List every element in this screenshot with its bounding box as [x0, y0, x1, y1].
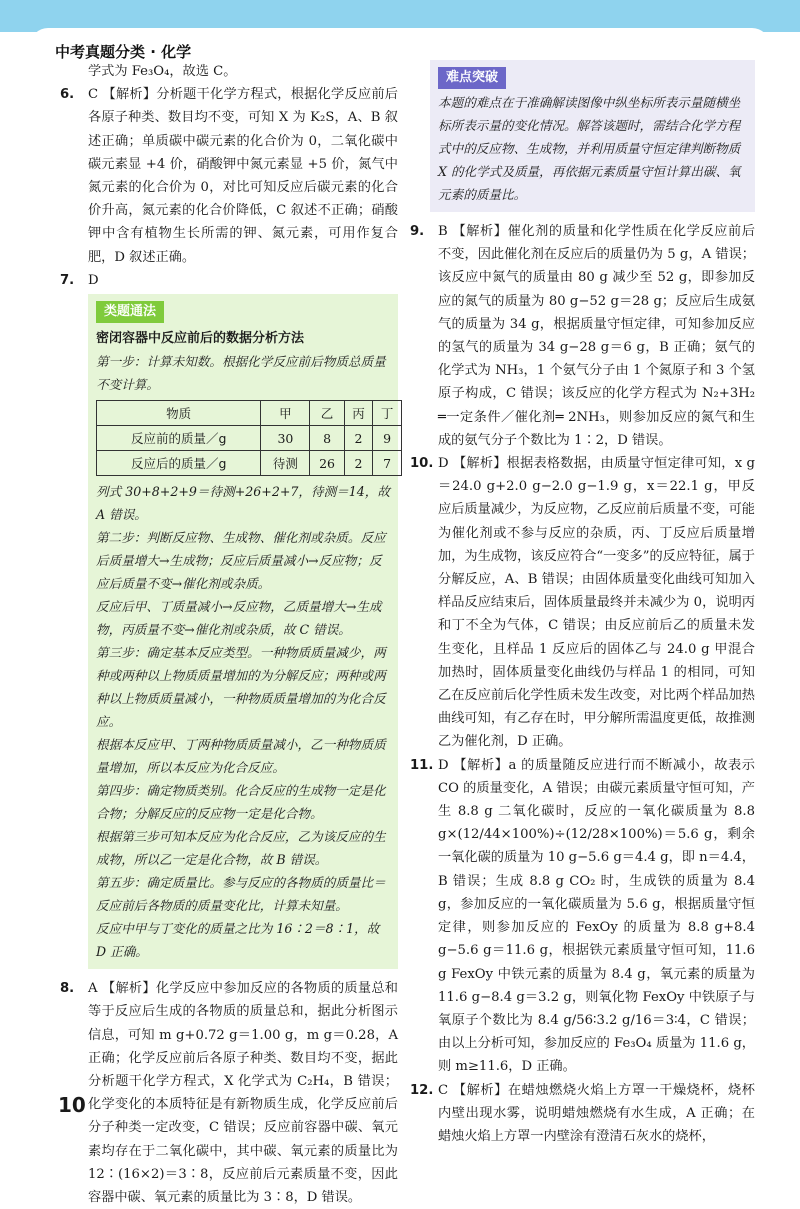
mass-table: [96, 400, 402, 476]
answer-q10: [410, 452, 755, 754]
difficulty-box: [430, 60, 755, 212]
answer-text: D 【解析】a 的质量随反应进行而不断减小，故表示 CO 的质量变化，A 错误；由碳元素质量守恒可知，产生 8.8 g 二氧化碳时，反应的一氧化碳质量为 8.8 g×(12/44×100%)÷(12/28×100%)＝5.6 g，剩余一氧化碳的质量为 10 g−5.6 g＝4.4 g，即 n＝4.4，B 错误；生成 8.8 g CO₂ 时，生成铁的质量为 8.4 g，参加反应的一氧化碳质量为 5.6 g，根据质量守恒定律，则参加反应的 FexOy 的质量为 8.8 g+8.4 g−5.6 g＝11.6 g，根据铁元素质量守恒可知，11.6 g FexOy 中铁元素的质量为 8.4 g，氧元素的质量为 11.6 g−8.4 g＝3.2 g，则氧化物 FexOy 中铁原子与氧原子个数比为 8.4 g/56∶3.2 g/16＝3∶4，C 错误；由以上分析可知，参加反应的 Fe₃O₄ 质量为 11.6 g，则 m≥11.6，D 正确。: [438, 757, 755, 1075]
method-step-3: 第三步：确定基本反应类型。一种物质质量减少，两种或两种以上物质质量增加的为分解反应；两种或两种以上物质质量减小，一种物质质量增加的为化合反应。: [96, 645, 386, 730]
method-step-4-answer: 根据第三步可知本反应为化合反应，乙为该反应的生成物，所以乙一定是化合物，故 B 错误。: [96, 829, 386, 868]
table-cell: 8: [310, 426, 344, 451]
table-cell: 反应后的质量／g: [97, 451, 261, 476]
answer-q12: [410, 1079, 755, 1149]
method-step-1-answer: 列式 30+8+2+9＝待测+26+2+7，待测＝14，故 A 错误。: [96, 484, 390, 523]
difficulty-text: 本题的难点在于准确解读图像中纵坐标所表示量随横坐标所表示量的变化情况。解答该题时，需结合化学方程式中的反应物、生成物，并利用质量守恒定律判断物质 X 的化学式及质量，再依据元素质量守恒计算出碳、氧元素的质量比。: [438, 95, 741, 202]
answer-text: D 【解析】根据表格数据，由质量守恒定律可知，x g＝24.0 g+2.0 g−2.0 g−1.9 g，x＝22.1 g，甲反应后质量减少，为反应物，乙反应前后质量不变，可能为催化剂或不参与反应的杂质，丙、丁反应后质量增加，为生成物，该反应符合“一变多”的反应特征，属于分解反应，A、B 错误；由固体质量变化曲线可知加入样品反应结束后，固体质量最终并未减少为 0，说明丙和丁不全为气体，C 错误；由反应前后乙的质量未发生变化，且样品 1 反应后的固体乙与 24.0 g 甲混合加热时，固体质量变化曲线仍与样品 1 的相同，可知乙在反应前后化学性质未发生改变，对比两个样品加热曲线可知，有乙存在时，甲分解所需温度更低，故推测乙为催化剂，D 正确。: [438, 456, 755, 750]
table-cell: 26: [310, 451, 344, 476]
left-column: [60, 60, 398, 1209]
table-cell: 7: [373, 451, 402, 476]
answer-text: A 【解析】化学反应中参加反应的各物质的质量总和等于反应后生成的各物质的质量总和，据此分析图示信息，可知 m g+0.72 g＝1.00 g，m g＝0.28，A 正确；化学反应前后各原子种类、数目均不变，据此分析题干化学方程式，X 化学式为 C₂H₄，B 错误；化学变化的本质特征是有新物质生成，化学反应前后分子种类一定改变，C 错误；反应前容器中碳、氧元素均存在于二氧化碳中，其中碳、氧元素的质量比为 12∶(16×2)＝3∶8，反应前后元素质量不变，因此容器中碳、氧元素的质量比为 3∶8，D 错误。: [88, 981, 398, 1206]
table-cell: 9: [373, 426, 402, 451]
method-step-5: 第五步：确定质量比。参与反应的各物质的质量比＝反应前后各物质的质量变化比，计算未知量。: [96, 875, 386, 914]
table-cell: 2: [344, 426, 373, 451]
table-header-row: [97, 401, 402, 426]
method-step-2: 第二步：判断反应物、生成物、催化剂或杂质。反应后质量增大→生成物；反应后质量减小→反应物；反应后质量不变→催化剂或杂质。: [96, 530, 386, 592]
question-number: 10.: [410, 456, 434, 472]
table-header-cell: 丁: [373, 401, 402, 426]
method-step-2-answer: 反应后甲、丁质量减小→反应物，乙质量增大→生成物，丙质量不变→催化剂或杂质，故 C 错误。: [96, 599, 382, 638]
page-header-title: 中考真题分类 · 化学: [55, 43, 192, 61]
method-step-4: 第四步：确定物质类别。化合反应的生成物一定是化合物；分解反应的反应物一定是化合物。: [96, 783, 386, 822]
difficulty-label: 难点突破: [438, 67, 506, 89]
answer-text: D: [88, 272, 99, 288]
answer-text: C 【解析】分析题干化学方程式，根据化学反应前后各原子种类、数目均不变，可知 X 为 K₂S，A、B 叙述正确；单质碳中碳元素的化合价为 0，二氧化碳中碳元素显 +4 价，硝酸钾中氮元素显 +5 价，氮气中氮元素的化合价为 0，对比可知反应后碳元素的化合价升高，氮元素的化合价降低，C 叙述不正确；硝酸钾中含有植物生长所需的钾、氮元素，可用作复合肥，D 叙述正确。: [88, 87, 398, 265]
question-number: 9.: [410, 224, 425, 239]
right-column: [410, 60, 755, 1148]
table-cell: 反应前的质量／g: [97, 426, 261, 451]
table-header-cell: 物质: [97, 401, 261, 426]
table-cell: 2: [344, 451, 373, 476]
question-number: 7.: [60, 272, 75, 288]
method-title: 密闭容器中反应前后的数据分析方法: [96, 331, 305, 347]
question-number: 6.: [60, 87, 75, 103]
question-number: 11.: [410, 757, 434, 773]
answer-text: C 【解析】在蜡烛燃烧火焰上方罩一干燥烧杯，烧杯内壁出现水雾，说明蜡烛燃烧有水生成，A 正确；在蜡烛火焰上方罩一内壁涂有澄清石灰水的烧杯，: [438, 1082, 755, 1144]
answer-q7: [60, 269, 398, 292]
table-header-cell: 甲: [261, 401, 310, 426]
question-number: 12.: [410, 1082, 434, 1098]
answer-q11: [410, 754, 755, 1079]
table-cell: 待测: [261, 451, 310, 476]
table-header-cell: 乙: [310, 401, 344, 426]
answer-q6: [60, 83, 398, 269]
question-number: 8.: [60, 981, 75, 997]
table-cell: 30: [261, 426, 310, 451]
method-label: 类题通法: [96, 301, 164, 323]
method-box: [88, 294, 398, 969]
page-number: 10: [58, 1093, 86, 1117]
method-step-1: 第一步：计算未知数。根据化学反应前后物质总质量不变计算。: [96, 354, 386, 393]
text-line: 学式为 Fe₃O₄，故选 C。: [88, 64, 237, 79]
table-row: [97, 451, 402, 476]
method-step-5-answer: 反应中甲与丁变化的质量之比为 16∶2＝8∶1，故 D 正确。: [96, 921, 380, 960]
answer-q9: [410, 220, 755, 452]
table-row: [97, 426, 402, 451]
method-step-3-answer: 根据本反应甲、丁两种物质质量减小，乙一种物质质量增加，所以本反应为化合反应。: [96, 737, 386, 776]
answer-q8: [60, 977, 398, 1209]
answer-text: B 【解析】催化剂的质量和化学性质在化学反应前后不变，因此催化剂在反应后的质量仍为 5 g，A 错误；该反应中氮气的质量由 80 g 减少至 52 g，即参加反应的氮气的质量为 80 g−52 g＝28 g；反应后生成氨气的质量为 34 g，根据质量守恒定律，可知参加反应的氢气的质量为 34 g−28 g＝6 g，B 正确；氨气的化学式为 NH₃，1 个氨气分子由 1 个氮原子和 3 个氢原子构成，C 错误；该反应的化学方程式为 N₂+3H₂ ═一定条件／催化剂═ 2NH₃，则参加反应的氮气和生成的氨气分子个数比为 1∶2，D 错误。: [438, 224, 755, 448]
table-header-cell: 丙: [344, 401, 373, 426]
